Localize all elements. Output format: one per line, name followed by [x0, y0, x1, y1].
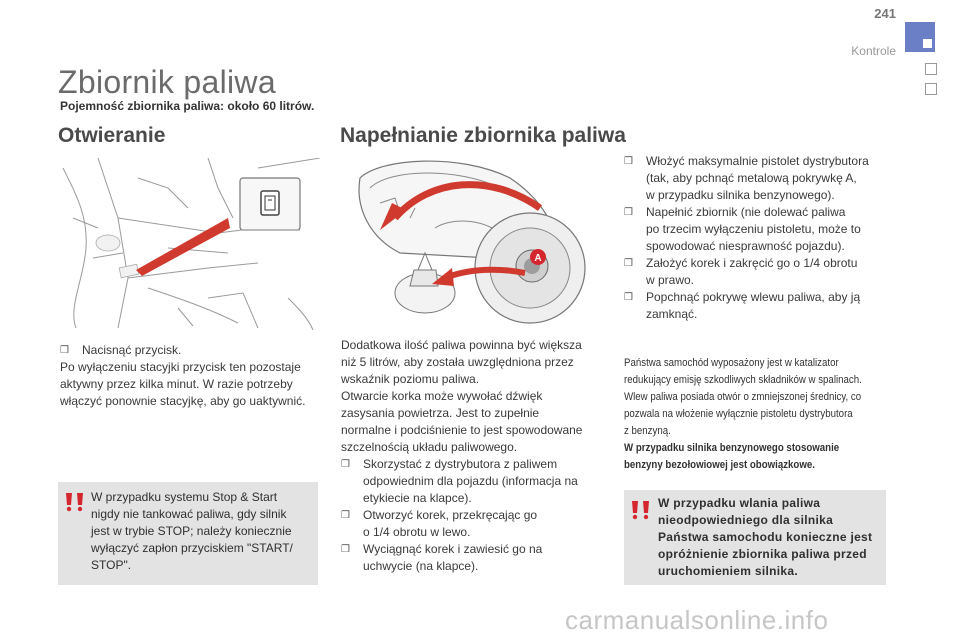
step-line: spowodować niesprawność pojazdu).: [646, 239, 845, 253]
note-line: Państwa samochód wyposażony jest w katalizator: [624, 357, 839, 369]
warning-line: nieodpowiedniego dla silnika: [658, 513, 834, 527]
opening-text: [60, 342, 330, 410]
exclamation-warning-icon: [630, 498, 654, 522]
step-line: w prawo.: [646, 273, 695, 287]
step-line: o 1/4 obrotu w lewo.: [363, 525, 471, 539]
warning-line: W przypadku systemu Stop & Start: [91, 490, 278, 504]
dashboard-illustration-svg: [58, 158, 320, 330]
opening-line: aktywny przez kilka minut. W razie potrzeby: [60, 377, 293, 391]
filling-line: wskaźnik poziomu paliwa.: [341, 372, 480, 386]
page-title: Zbiornik paliwa: [58, 64, 276, 100]
opening-line: włączyć ponownie stacyjkę, aby go uaktywnić.: [60, 394, 306, 408]
filling-line: niż 5 litrów, aby została uwzględniona przez: [341, 355, 574, 369]
filling-text: [341, 337, 601, 575]
step-line: Wyciągnąć korek i zawiesić go na: [363, 542, 543, 556]
filling-heading: Napełnianie zbiornika paliwa: [340, 124, 626, 147]
checkbox-bullet-icon: ❒: [341, 544, 350, 555]
step-line: Popchnąć pokrywę wlewu paliwa, aby ją: [646, 290, 861, 304]
right-step: [624, 204, 894, 255]
filling-line: normalne i podciśnienie to jest spowodowane: [341, 423, 583, 437]
step-line: zamknąć.: [646, 307, 698, 321]
warning-line: wyłączyć zapłon przyciskiem "START/: [91, 541, 293, 555]
exclamation-warning-icon: [64, 490, 88, 514]
right-step: [624, 289, 894, 323]
step-line: Otworzyć korek, przekręcając go: [363, 508, 538, 522]
right-step: [624, 153, 894, 204]
filling-line: Otwarcie korka może wywołać dźwięk: [341, 389, 543, 403]
filling-step: [341, 507, 601, 541]
step-line: odpowiednim dla pojazdu (informacja na: [363, 474, 578, 488]
note-bold-line: W przypadku silnika benzynowego stosowanie: [624, 442, 840, 454]
right-steps: [624, 153, 894, 323]
step-line: (tak, aby pchnąć metalową pokrywkę A,: [646, 171, 857, 185]
filling-line: Dodatkowa ilość paliwa powinna być większa: [341, 338, 582, 352]
step-line: etykiecie na klapce).: [363, 491, 472, 505]
watermark: carmanualsonline.info: [565, 605, 829, 635]
wrong-fuel-warning-box: [624, 490, 886, 585]
section-name: Kontrole: [851, 44, 896, 58]
step-line: uchwycie (na klapce).: [363, 559, 479, 573]
step-line: Włożyć maksymalnie pistolet dystrybutora: [646, 154, 869, 168]
step-line: Skorzystać z dystrybutora z paliwem: [363, 457, 558, 471]
warning-line: nigdy nie tankować paliwa, gdy silnik: [91, 507, 287, 521]
page-subtitle: Pojemność zbiornika paliwa: około 60 litrów.: [60, 99, 315, 113]
right-step: [624, 255, 894, 289]
note-bold-line: benzyny bezołowiowej jest obowiązkowe.: [624, 459, 815, 471]
checkbox-bullet-icon: ❒: [341, 510, 350, 521]
fuel-door-button-icon: [261, 191, 279, 215]
filling-line: zasysania powietrza. Jest to zupełnie: [341, 406, 540, 420]
step-line: Napełnić zbiornik (nie dolewać paliwa: [646, 205, 846, 219]
section-tab[interactable]: [925, 63, 937, 75]
section-tab[interactable]: [925, 83, 937, 95]
opening-bullet-text: Nacisnąć przycisk.: [82, 343, 182, 357]
filling-step: [341, 456, 601, 507]
filling-step: [341, 541, 601, 575]
note-line: redukujący emisję szkodliwych składników w spalinach.: [624, 374, 862, 386]
checkbox-bullet-icon: ❒: [624, 258, 633, 269]
catalyst-note: [624, 355, 888, 474]
warning-line: jest w trybie STOP; należy koniecznie: [91, 524, 292, 538]
note-line: z benzyną.: [624, 425, 671, 437]
section-tab-active[interactable]: [905, 22, 935, 52]
note-line: pozwala na włożenie wyłącznie pistoletu dystrybutora: [624, 408, 853, 420]
warning-line: uruchomieniem silnika.: [658, 564, 798, 578]
note-line: Wlew paliwa posiada otwór o zmniejszonej średnicy, co: [624, 391, 862, 403]
dashboard-button-illustration: [58, 158, 320, 330]
warning-line: W przypadku wlania paliwa: [658, 496, 821, 510]
checkbox-bullet-icon: ❒: [624, 207, 633, 218]
step-line: w przypadku silnika benzynowego).: [646, 188, 835, 202]
warning-line: Państwa samochodu konieczne jest: [658, 530, 873, 544]
marker-a-label: A: [534, 253, 542, 264]
opening-bullet: [60, 342, 330, 359]
opening-line: Po wyłączeniu stacyjki przycisk ten pozostaje: [60, 360, 301, 374]
step-line: po trzecim wyłączeniu pistoletu, może to: [646, 222, 861, 236]
checkbox-bullet-icon: ❒: [60, 345, 69, 356]
checkbox-bullet-icon: ❒: [341, 459, 350, 470]
warning-line: opróżnienie zbiornika paliwa przed: [658, 547, 867, 561]
fuel-cap-illustration-svg: [340, 158, 602, 330]
page-number: 241: [874, 6, 896, 21]
tab-marker-icon: [923, 39, 932, 48]
fuel-cap-illustration: [340, 158, 602, 330]
opening-heading: Otwieranie: [58, 124, 166, 147]
stop-start-warning-box: [58, 482, 318, 585]
warning-line: STOP".: [91, 558, 132, 572]
checkbox-bullet-icon: ❒: [624, 156, 633, 167]
checkbox-bullet-icon: ❒: [624, 292, 633, 303]
filling-line: szczelnością układu paliwowego.: [341, 440, 518, 454]
step-line: Założyć korek i zakręcić go o 1/4 obrotu: [646, 256, 858, 270]
